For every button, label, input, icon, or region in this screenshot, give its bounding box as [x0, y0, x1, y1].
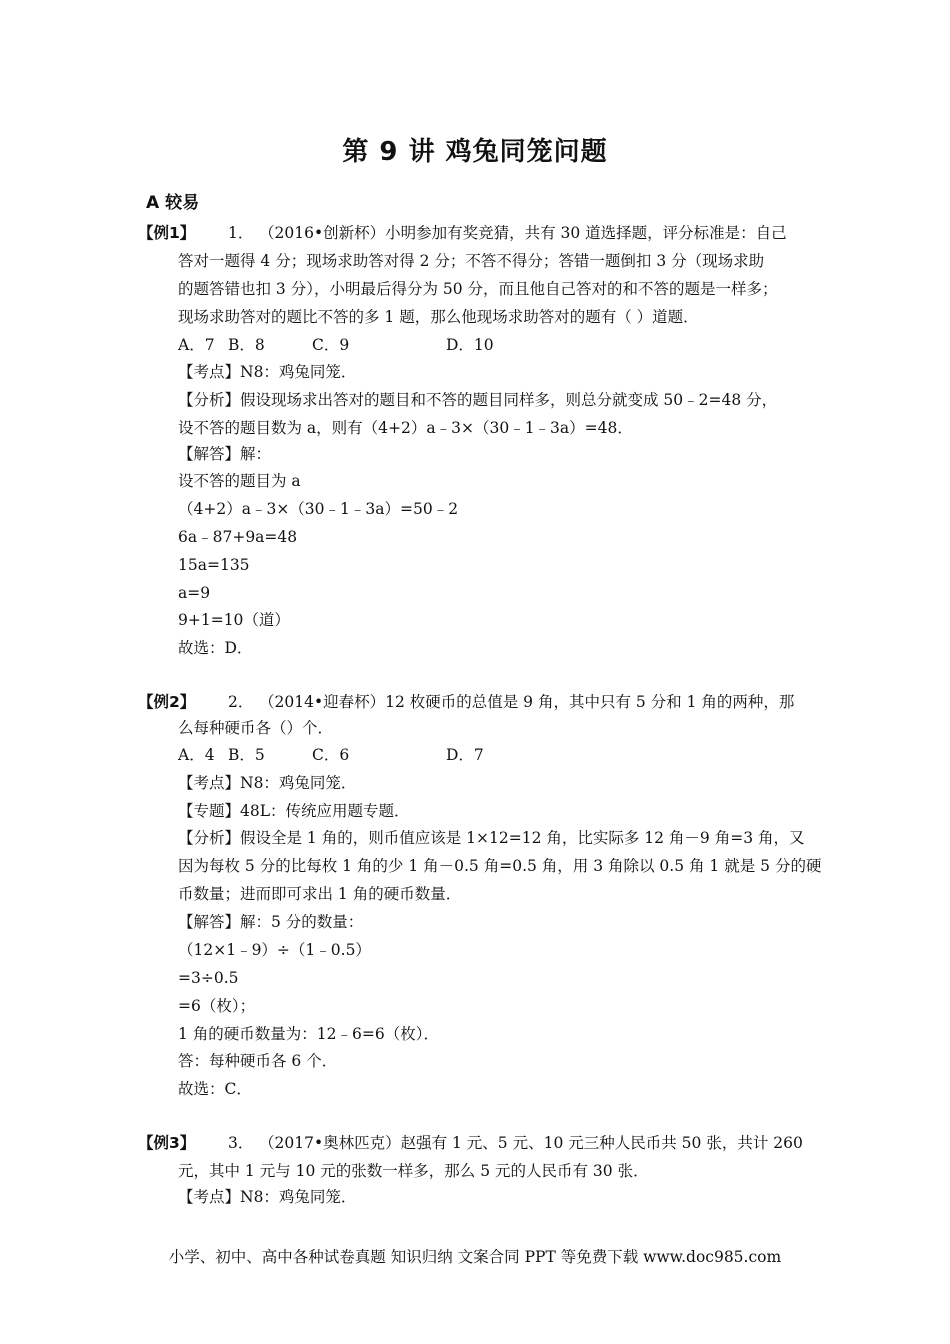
example-1-number: 1． — [228, 224, 254, 242]
example-1-analysis-line: 设不答的题目数为 a，则有（4+2）a﹣3×（30﹣1﹣3a）=48． — [178, 419, 633, 437]
footer-text: 小学、初中、高中各种试卷真题 知识归纳 文案合同 PPT 等免费下载 www.doc985.com — [168, 1248, 782, 1266]
example-1-solution-line: 【解答】解： — [178, 445, 272, 463]
example-2-kaodian: 【考点】N8：鸡兔同笼． — [178, 774, 357, 792]
example-2-solution-line: （12×1﹣9）÷（1﹣0.5） — [178, 941, 371, 959]
example-2-option-b: B．5 — [228, 746, 265, 764]
example-2-analysis-line: 币数量；进而即可求出 1 角的硬币数量． — [178, 885, 462, 903]
example-1-question-line: 的题答错也扣 3 分），小明最后得分为 50 分，而且他自己答对的和不答的题是一样多； — [178, 280, 778, 298]
example-2-solution-line: 故选：C． — [178, 1080, 252, 1098]
example-2-analysis-line: 【分析】假设全是 1 角的，则币值应该是 1×12=12 角，比实际多 12 角－9 角=3 角，又 — [178, 829, 805, 847]
example-3-kaodian: 【考点】N8：鸡兔同笼． — [178, 1188, 357, 1206]
example-1-option-b: B．8 — [228, 336, 265, 354]
example-1-solution-line: 9+1=10（道） — [178, 611, 290, 629]
example-1-question-line: （2016•创新杯）小明参加有奖竞猜，共有 30 道选择题，评分标准是：自己 — [259, 224, 787, 242]
example-2-number: 2． — [228, 693, 254, 711]
example-1-solution-line: 设不答的题目为 a — [178, 472, 301, 490]
example-2-option-a: A．4 — [178, 746, 215, 764]
example-1-solution-line: 15a=135 — [178, 556, 250, 574]
example-2-option-c: C．6 — [312, 746, 350, 764]
example-1-analysis-line: 【分析】假设现场求出答对的题目和不答的题目同样多，则总分就变成 50﹣2=48 分， — [178, 391, 778, 409]
section-heading: A 较易 — [146, 193, 200, 213]
example-1-option-d: D．10 — [446, 336, 494, 354]
example-1-option-a: A．7 — [178, 336, 215, 354]
example-1-option-c: C．9 — [312, 336, 350, 354]
example-2-tag: 【例2】 — [138, 693, 196, 711]
example-1-solution-line: 6a﹣87+9a=48 — [178, 528, 298, 546]
example-1-solution-line: （4+2）a﹣3×（30﹣1﹣3a）=50﹣2 — [178, 500, 459, 518]
example-2-solution-line: 答：每种硬币各 6 个． — [178, 1052, 338, 1070]
example-2-zhuanti: 【专题】48L：传统应用题专题． — [178, 802, 410, 820]
example-2-solution-line: 【解答】解：5 分的数量： — [178, 913, 364, 931]
page-title: 第 9 讲 鸡兔同笼问题 — [342, 137, 608, 167]
example-3-tag: 【例3】 — [138, 1134, 196, 1152]
example-2-analysis-line: 因为每枚 5 分的比每枚 1 角的少 1 角－0.5 角=0.5 角，用 3 角除以 0.5 角 1 就是 5 分的硬 — [178, 857, 822, 875]
example-3-number: 3． — [228, 1134, 254, 1152]
example-2-option-d: D．7 — [446, 746, 484, 764]
example-2-question-line: （2014•迎春杯）12 枚硬币的总值是 9 角，其中只有 5 分和 1 角的两种，那 — [259, 693, 795, 711]
example-3-question-line: （2017•奥林匹克）赵强有 1 元、5 元、10 元三种人民币共 50 张，共计 260 — [259, 1134, 803, 1152]
example-1-tag: 【例1】 — [138, 224, 196, 242]
example-2-solution-line: 1 角的硬币数量为：12﹣6=6（枚）． — [178, 1025, 439, 1043]
example-1-question-line: 答对一题得 4 分；现场求助答对得 2 分；不答不得分；答错一题倒扣 3 分（现场求助 — [178, 252, 765, 270]
example-1-solution-line: 故选：D． — [178, 639, 253, 657]
example-1-kaodian: 【考点】N8：鸡兔同笼． — [178, 363, 357, 381]
example-3-question-line: 元，其中 1 元与 10 元的张数一样多，那么 5 元的人民币有 30 张． — [178, 1162, 649, 1180]
example-1-solution-line: a=9 — [178, 584, 211, 602]
example-2-question-line: 么每种硬币各（）个． — [178, 719, 334, 737]
example-2-solution-line: =3÷0.5 — [178, 969, 239, 987]
example-1-question-line: 现场求助答对的题比不答的多 1 题，那么他现场求助答对的题有（ ）道题． — [178, 308, 699, 326]
example-2-solution-line: =6（枚）； — [178, 997, 256, 1015]
